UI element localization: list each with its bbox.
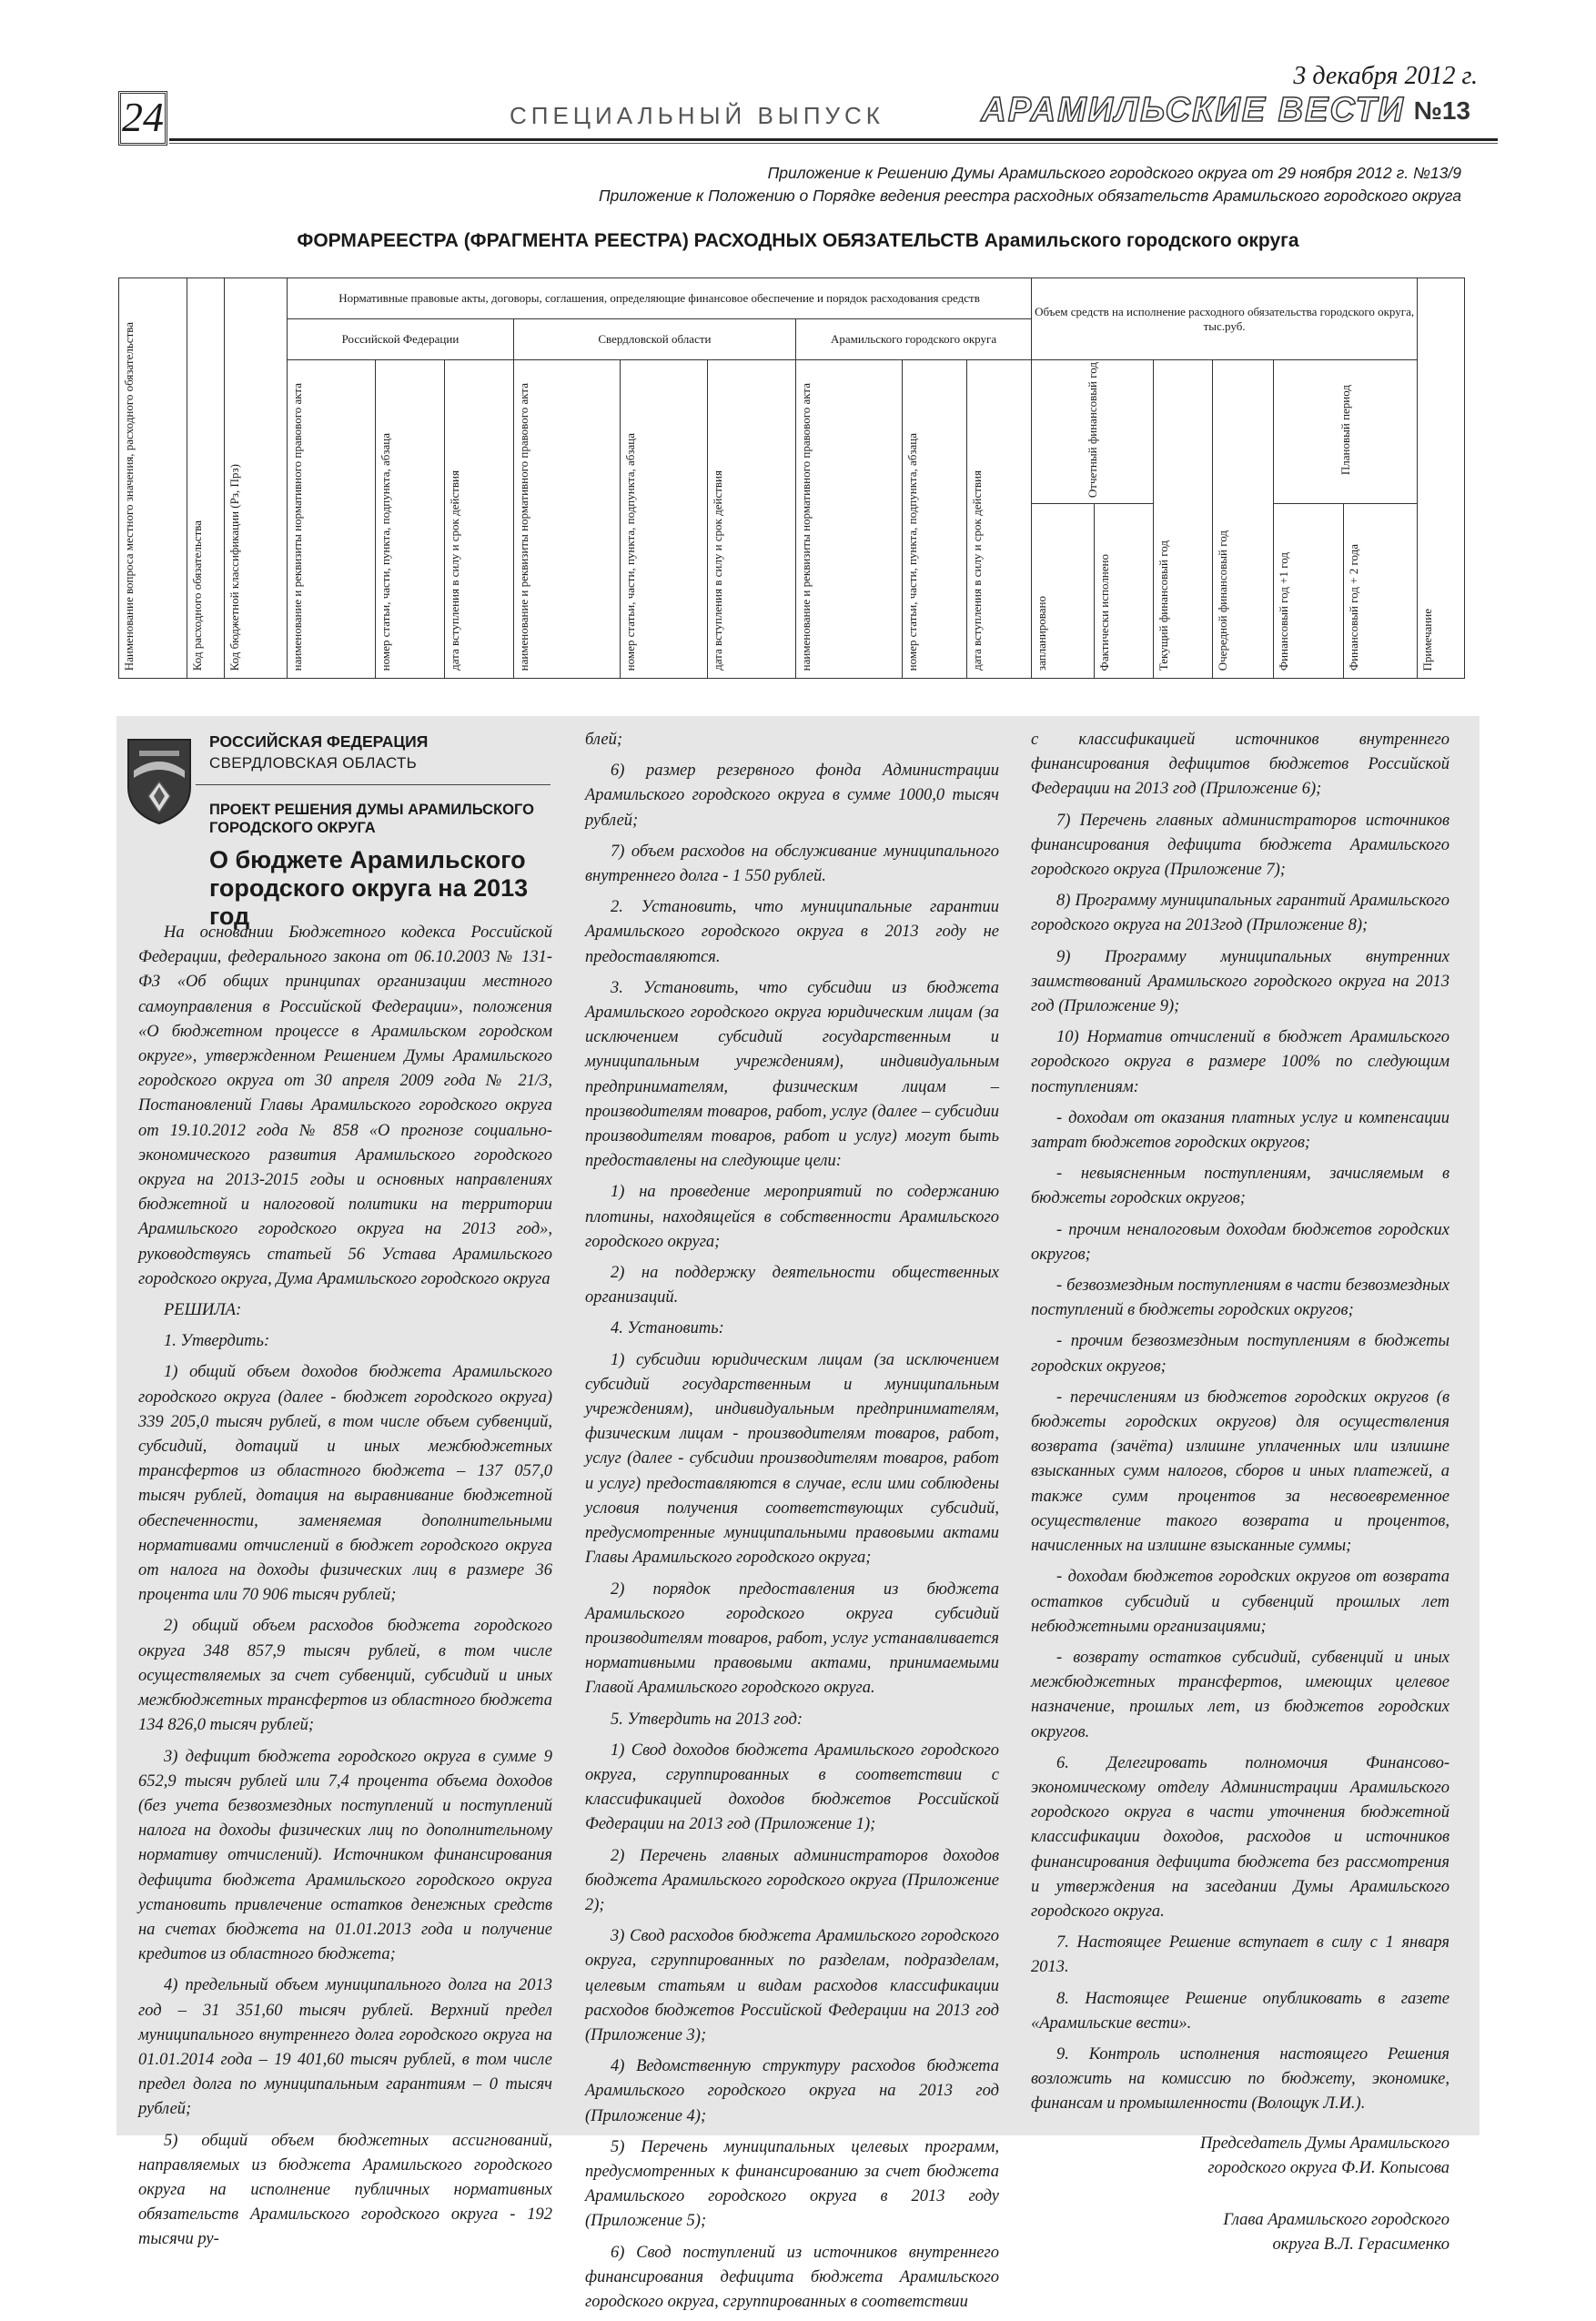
appendix-line-2: Приложение к Положению о Порядке ведения реестра расходных обязательств Арамильского городского округа (598, 187, 1461, 205)
paragraph: блей; (585, 731, 622, 749)
sub-header-region: Свердловской области (513, 319, 795, 360)
paragraph: 6) размер резервного фонда Администрации Арамильского городского округа в сумме 1000,0 тысяч рублей; (585, 762, 999, 830)
paragraph: 5) общий объем бюджетных ассигнований, направляемых из бюджета Арамильского городского округа на исполнение публичных нормативных обязательств Арамильского городского округа - 192 тысячи ру- (138, 2131, 552, 2249)
next-year-header: Очередной финансовый год (1213, 360, 1274, 679)
rf-act-article: номер статьи, части, пункта, подпункта, абзаца (375, 360, 444, 679)
paragraph: 10) Норматив отчислений в бюджет Арамильского городского округа в размере 100% по следующим поступлениям: (1031, 1028, 1450, 1096)
paragraph: 2) на поддержку деятельности общественных организаций. (585, 1264, 999, 1307)
signature-chair-line-1: Председатель Думы Арамильского (1200, 2134, 1450, 2153)
city-act-date: дата вступления в силу и срок действия (966, 360, 1031, 679)
col-header-note: Примечание (1418, 278, 1465, 679)
org-country: РОССИЙСКАЯ ФЕДЕРАЦИЯ (209, 732, 429, 751)
paragraph: 5. Утвердить на 2013 год: (611, 1710, 803, 1729)
coat-of-arms-icon (123, 734, 196, 825)
col-header-name: Наименование вопроса местного значения, расходного обязательства (119, 278, 187, 679)
signature-head-line-1: Глава Арамильского городского (1223, 2210, 1450, 2229)
paragraph: 2. Установить, что муниципальные гарантии Арамильского городского округа в 2013 году не предоставляются. (585, 898, 999, 966)
paragraph: 2) общий объем расходов бюджета городского округа 348 857,9 тысяч рублей, в том числе осуществляемых за счет субвенций, субсидий и иных межбюджетных трансфертов из областного бюджета 134 826,0 тысяч рублей; (138, 1617, 552, 1735)
paragraph: - доходам бюджетов городских округов от возврата остатков субсидий и субвенций прошлых лет небюджетными организациями; (1031, 1568, 1450, 1636)
paragraph: - невыясненным поступлениям, зачисляемым в бюджеты городских округов; (1031, 1165, 1450, 1208)
paragraph: 7) объем расходов на обслуживание муниципального внутреннего долга - 1 550 рублей. (585, 842, 999, 886)
report-year-header: Отчетный финансовый год (1032, 360, 1154, 504)
paragraph: 5) Перечень муниципальных целевых программ, предусмотренных к финансированию за счет бюджета Арамильского городского округа в 2013 году (Приложение 5); (585, 2137, 999, 2231)
rf-act-date: дата вступления в силу и срок действия (444, 360, 513, 679)
paragraph: 1) субсидии юридическим лицам (за исключением субсидий государственным и муниципальным учреждениям), индивидуальным предпринимателям, физическим лицам - производителям товаров, работ, услуг (далее - субсидии производителям товаров, работ и услуг) предоставляются в случае, если ими соблюдены условия получения соответствующих субсидий, предусмотренные муниципальными правовыми актами Главы Арамильского городского округа; (585, 1350, 999, 1568)
col-header-code: Код расходного обязательства (187, 278, 225, 679)
group-header-funds: Объем средств на исполнение расходного обязательства городского округа, тыс.руб. (1032, 278, 1418, 360)
signature-head (1031, 2208, 1450, 2257)
org-region: СВЕРДЛОВСКАЯ ОБЛАСТЬ (209, 754, 418, 772)
paragraph: 4. Установить: (611, 1319, 724, 1338)
paragraph: На основании Бюджетного кодекса Российской Федерации, федерального закона от 06.10.2003 № 131-ФЗ «Об общих принципах организации местного самоуправления в Российской Федерации», положения «О бюджетном процессе в Арамильском городском округе», утвержденном Решением Думы Арамильского городского округа от 30 апреля 2009 года № 21/3, Постановлений Главы Арамильского городского округа от 19.10.2012 года № 858 «О прогнозе социально-экономического развития Арамильского городского округа на 2013-2015 годы и основных направлениях бюджетной и налоговой политики на территории Арамильского городского округа на 2013 год», руководствуясь статьей 56 Устава Арамильского городского округа, Дума Арамильского городского округа (138, 923, 552, 1288)
paragraph: 3) Свод расходов бюджета Арамильского городского округа, сгруппированных по разделам, подразделам, целевым статьям и видам расходов классификации расходов бюджетов Российской Федерации на 2013 год (Приложение 3); (585, 1927, 999, 2044)
issue-date: 3 декабря 2012 г. (1293, 62, 1478, 90)
paragraph: 1) Свод доходов бюджета Арамильского городского округа, сгруппированных в соответствии с классификацией доходов бюджетов Российской Федерации на 2013 год (Приложение 1); (585, 1741, 999, 1834)
paragraph: 8) Программу муниципальных гарантий Арамильского городского округа на 2013год (Приложение 8); (1031, 892, 1450, 935)
paragraph: 8. Настоящее Решение опубликовать в газете «Арамильские вести». (1031, 1989, 1450, 2033)
city-act-article: номер статьи, части, пункта, подпункта, абзаца (902, 360, 966, 679)
sub-header-rf: Российской Федерации (287, 319, 513, 360)
paragraph: 1) общий объем доходов бюджета Арамильского городского округа (далее - бюджет городского округа) 339 205,0 тысяч рублей, в том числе объем субвенций, субсидий, дотаций и иных межбюджетных трансфертов из областного бюджета – 137 057,0 тысяч рублей, дотация на выравнивание бюджетной обеспеченности, заменяемая дополнительными нормативами отчислений в бюджет городского округа от налога на доходы физических лиц в размере 36 процента или 70 906 тысяч рублей; (138, 1363, 552, 1605)
paragraph: 9) Программу муниципальных внутренних заимствований Арамильского городского округа на 2013 год (Приложение 9); (1031, 947, 1450, 1016)
paragraph: - прочим неналоговым доходам бюджетов городских округов; (1031, 1220, 1450, 1264)
city-act-name: наименование и реквизиты нормативного правового акта (795, 360, 902, 679)
article-column-2 (585, 728, 999, 2321)
paragraph: 7) Перечень главных администраторов источников финансирования дефицита бюджета Арамильского городского округа (Приложение 7); (1031, 811, 1450, 880)
page-number: 24 (118, 91, 167, 146)
signature-chair-line-2: городского округа Ф.И. Копысова (1207, 2158, 1450, 2177)
paragraph: 3. Установить, что субсидии из бюджета Арамильского городского округа юридическим лицам (за исключением субсидий государственным и муниципальным учреждениям), индивидуальным предпринимателям, физическим лицам – производителям товаров, работ, услуг (далее – субсидии производителям товаров, работ и услуг) могут быть предоставлены на следующие цели: (585, 978, 999, 1171)
masthead-rule (169, 138, 1498, 141)
year-plus1-header: Финансовый год +1 год (1274, 504, 1343, 679)
article-title: О бюджете Арамильского городского округа на 2013 год (209, 846, 529, 930)
paragraph: 4) предельный объем муниципального долга на 2013 год – 31 351,60 тысяч рублей. Верхний предел муниципального внутреннего долга городского округа на 01.01.2014 года – 19 401,60 тысяч рублей, в том числе предел долга по муниципальным гарантиям – 0 тысяч рублей; (138, 1976, 552, 2119)
col-header-budget-code: Код бюджетной классификации (Рз, Прз) (224, 278, 287, 679)
group-header-acts: Нормативные правовые акты, договоры, соглашения, определяющие финансовое обеспечение и порядок расходования средств (287, 278, 1031, 319)
appendix-line-1: Приложение к Решению Думы Арамильского городского округа от 29 ноября 2012 г. №13/9 (767, 164, 1461, 182)
paragraph: 6) Свод поступлений из источников внутреннего финансирования дефицита бюджета Арамильского городского округа, сгруппированных в соответствии (585, 2243, 999, 2311)
paragraph: - безвозмездным поступлениям в части безвозмездных поступлений в бюджеты городских округов; (1031, 1277, 1450, 1320)
plan-period-header: Плановый период (1274, 360, 1418, 504)
signature-chair (1031, 2132, 1450, 2181)
paragraph: 6. Делегировать полномочия Финансово-экономическому отделу Администрации Арамильского городского округа в части уточнения бюджетной классификации доходов, расходов и источников финансирования дефицита бюджета без рассмотрения и утверждения на заседании Думы Арамильского городского округа. (1031, 1753, 1450, 1921)
register-table (118, 278, 1465, 679)
paragraph: - прочим безвозмездным поступлениям в бюджеты городских округов; (1031, 1332, 1450, 1376)
paragraph: - возврату остатков субсидий, субвенций и иных межбюджетных трансфертов, имеющих целевое назначение, прошлых лет, из бюджетов городских округов. (1031, 1648, 1450, 1741)
rf-act-name: наименование и реквизиты нормативного правового акта (287, 360, 375, 679)
header-divider (196, 784, 551, 785)
paragraph: 4) Ведомственную структуру расходов бюджета Арамильского городского округа на 2013 год (Приложение 4); (585, 2057, 999, 2125)
article-kicker: ПРОЕКТ РЕШЕНИЯ ДУМЫ АРАМИЛЬСКОГО ГОРОДСКОГО ОКРУГА (209, 802, 534, 836)
paragraph: РЕШИЛА: (164, 1301, 242, 1320)
signature-head-line-2: округа В.Л. Герасименко (1272, 2235, 1450, 2255)
paragraph: 3) дефицит бюджета городского округа в сумме 9 652,9 тысяч рублей или 7,4 процента объема доходов (без учета безвозмездных поступлений и поступлений налога на доходы физических лиц по дополнительному нормативу отчислений). Источником финансирования дефицита бюджета Арамильского городского округа установить привлечение остатков денежных средств на счетах бюджета на 01.01.2013 года и получение кредитов из областного бюджета; (138, 1747, 552, 1964)
section-label: СПЕЦИАЛЬНЫЙ ВЫПУСК (510, 102, 884, 129)
masthead-rule-thin (169, 143, 1498, 144)
executed-header: Фактически исполнено (1095, 504, 1154, 679)
paragraph: 1) на проведение мероприятий по содержанию плотины, находящейся в собственности Арамильского городского округа; (585, 1183, 999, 1251)
article-column-1 (138, 921, 552, 2259)
paragraph: 2) порядок предоставления из бюджета Арамильского городского округа субсидий производителям товаров, работ, услуг устанавливается нормативными правовыми актами, принимаемыми Главой Арамильского городского округа. (585, 1579, 999, 1698)
form-title: ФОРМАРЕЕСТРА (ФРАГМЕНТА РЕЕСТРА) РАСХОДНЫХ ОБЯЗАТЕЛЬСТВ Арамильского городского округа (297, 230, 1299, 251)
planned-header: запланировано (1032, 504, 1095, 679)
newspaper-name: АРАМИЛЬСКИЕ ВЕСТИ (981, 91, 1405, 129)
year-plus2-header: Финансовый год + 2 года (1343, 504, 1417, 679)
current-year-header: Текущий финансовый год (1154, 360, 1213, 679)
region-act-article: номер статьи, части, пункта, подпункта, абзаца (620, 360, 708, 679)
paragraph: 1. Утвердить: (164, 1332, 270, 1351)
paragraph: 7. Настоящее Решение вступает в силу с 1 января 2013. (1031, 1933, 1450, 1977)
paragraph: 2) Перечень главных администраторов доходов бюджета Арамильского городского округа (Приложение 2); (585, 1846, 999, 1914)
paragraph: - перечислениям из бюджетов городских округов (в бюджеты городских округов) для осуществления возврата (зачёта) излишне уплаченных или излишне взысканных сумм налогов, сборов и иных платежей, а также сумм процентов за несвоевременное осуществление такого возврата и процентов, начисленных на излишне взысканные суммы; (1031, 1388, 1450, 1556)
sub-header-city: Арамильского городского округа (795, 319, 1031, 360)
article-column-3 (1031, 728, 1450, 2264)
region-act-date: дата вступления в силу и срок действия (708, 360, 796, 679)
paragraph: с классификацией источников внутреннего финансирования дефицитов бюджетов Российской Федерации на 2013 год (Приложение 6); (1031, 731, 1450, 799)
paragraph: - доходам от оказания платных услуг и компенсации затрат бюджетов городских округов; (1031, 1108, 1450, 1153)
region-act-name: наименование и реквизиты нормативного правового акта (513, 360, 620, 679)
paragraph: 9. Контроль исполнения настоящего Решения возложить на комиссию по бюджету, экономике, финансам и промышленности (Волощук Л.И.). (1031, 2044, 1450, 2114)
issue-number: №13 (1413, 96, 1470, 125)
